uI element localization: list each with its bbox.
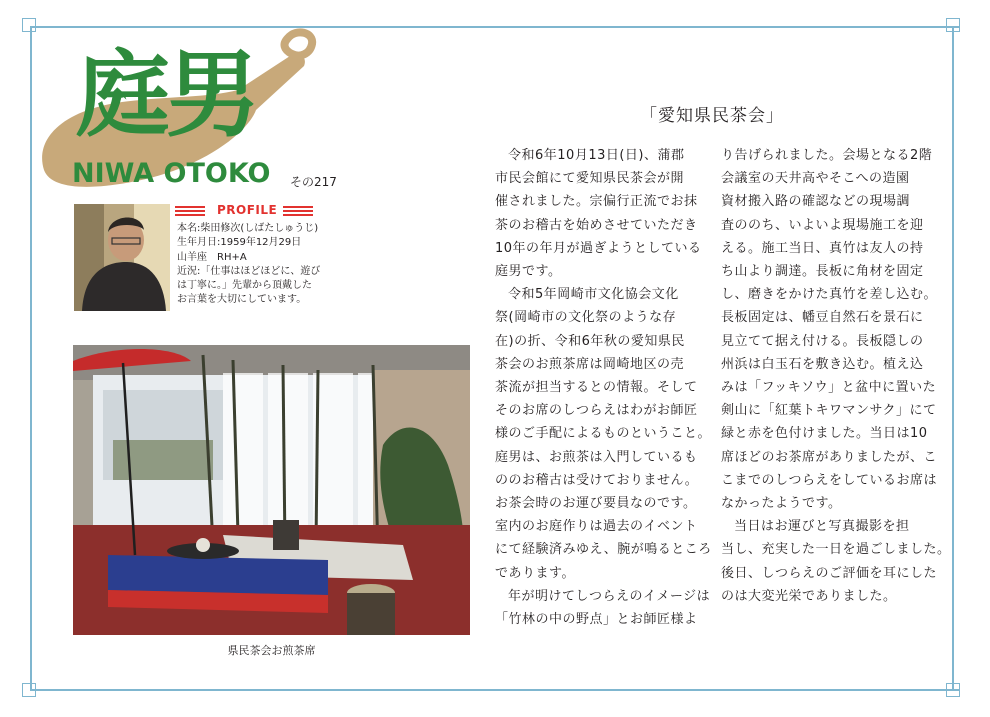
paragraph <box>721 144 947 515</box>
text-line: 剣山に「紅葉トキワマンサク」にて <box>721 403 937 419</box>
text-line: える。施工当日、真竹は友人の持 <box>721 240 924 256</box>
text-line: 年が明けてしつらえのイメージは <box>508 588 711 604</box>
profile-title: PROFILE <box>217 203 278 217</box>
text-line: 令和6年10月13日(日)、蒲郡 <box>508 148 685 163</box>
text-line: 資材搬入路の確認などの現場調 <box>721 194 911 210</box>
text-line: 査ののち、いよいよ現場施工を迎 <box>721 217 924 233</box>
text-line: 州浜は白玉石を敷き込む。植え込 <box>721 356 924 372</box>
text-line: 緑と赤を色付けました。当日は10 <box>721 426 928 442</box>
text-line: 様のご手配によるものということ。 <box>495 426 712 442</box>
tea-ceremony-photo <box>73 345 470 635</box>
photo-caption: 県民茶会お煎茶席 <box>227 644 316 657</box>
text-line: 当日はお運びと写真撮影を担 <box>734 519 910 535</box>
text-line: 市民会館にて愛知県民茶会が開 <box>495 171 685 187</box>
text-line: 茶流が担当するとの情報。そして <box>495 380 698 396</box>
text-line: 催されました。宗偏行正流でお抹 <box>495 194 698 210</box>
article-column-2 <box>721 144 951 608</box>
profile-line: 近況:「仕事はほどほどに、遊び <box>177 265 321 277</box>
text-line: ののお稽古は受けておりません。 <box>495 472 699 488</box>
corner-mark-bl <box>22 683 36 697</box>
text-line: にて経験済みゆえ、腕が鳴るところ <box>495 542 712 558</box>
article-title: 「愛知県民茶会」 <box>640 106 784 126</box>
paragraph <box>495 144 721 283</box>
text-line: ち山より調達。長板に角材を固定 <box>721 264 924 280</box>
logo-kanji: 庭男 <box>76 40 257 150</box>
text-line: 見立てて据え付ける。長板隠しの <box>721 333 924 349</box>
text-line: 長板固定は、幡豆自然石を景石に <box>721 310 924 326</box>
paragraph <box>495 585 721 631</box>
text-line: 庭男です。 <box>495 264 562 280</box>
text-line: 当し、充実した一日を過ごしました。 <box>721 542 951 558</box>
profile-line: 本名:柴田修次(しばたしゅうじ) <box>177 223 319 234</box>
corner-mark-tr <box>946 18 960 32</box>
profile-heading <box>173 203 321 219</box>
text-line: り告げられました。会場となる2階 <box>721 148 933 163</box>
frame-bottom <box>30 689 960 691</box>
profile-line: 山羊座 RH+A <box>177 251 247 263</box>
text-line: そのお席のしつらえはわがお師匠 <box>495 403 698 419</box>
text-line: 庭男は、お煎茶は入門しているも <box>495 449 698 465</box>
text-line: であります。 <box>495 565 575 581</box>
text-line: のは大変光栄でありました。 <box>721 588 897 604</box>
article-column-1 <box>495 144 721 631</box>
text-line: なかったようです。 <box>721 496 842 512</box>
text-line: 席ほどのお茶席がありましたが、こ <box>721 449 938 465</box>
text-line: こまでのしつらえをしているお席は <box>721 472 938 488</box>
text-line: 「竹林の中の野点」とお師匠様よ <box>495 612 698 628</box>
logo-roman: NIWA OTOKO <box>72 158 271 189</box>
text-line: 会議室の天井高やそこへの造園 <box>721 171 910 187</box>
text-line: みは「フッキソウ」と盆中に置いた <box>721 380 937 396</box>
text-line: 茶のお稽古を始めさせていただき <box>495 217 698 233</box>
profile-line: は丁寧に。」先輩から頂戴した <box>177 280 312 292</box>
paragraph <box>721 515 951 608</box>
text-line: 祭(岡崎市の文化祭のような存 <box>495 310 677 326</box>
profile-line: お言葉を大切にしています。 <box>177 294 307 306</box>
profile-details <box>177 222 320 308</box>
text-line: 令和5年岡崎市文化協会文化 <box>508 287 679 303</box>
profile-stripes-left <box>175 206 205 216</box>
text-line: し、磨きをかけた真竹を差し込む。 <box>721 287 938 303</box>
text-line: 後日、しつらえのご評価を耳にした <box>721 565 938 581</box>
text-line: 在)の折、令和6年秋の愛知県民 <box>495 333 685 349</box>
issue-number: その217 <box>290 175 337 189</box>
profile-photo <box>74 204 170 311</box>
text-line: お茶会時のお運び要員なのです。 <box>495 496 697 512</box>
text-line: 室内のお庭作りは過去のイベント <box>495 519 698 535</box>
text-line: 茶会のお煎茶席は岡崎地区の売 <box>495 356 685 372</box>
corner-mark-br <box>946 683 960 697</box>
frame-right <box>952 26 954 690</box>
profile-stripes-right <box>283 206 313 216</box>
paragraph <box>495 283 721 585</box>
niwa-otoko-logo <box>30 20 330 210</box>
text-line: 10年の年月が過ぎようとしている <box>495 240 702 256</box>
profile-line: 生年月日:1959年12月29日 <box>177 237 302 249</box>
